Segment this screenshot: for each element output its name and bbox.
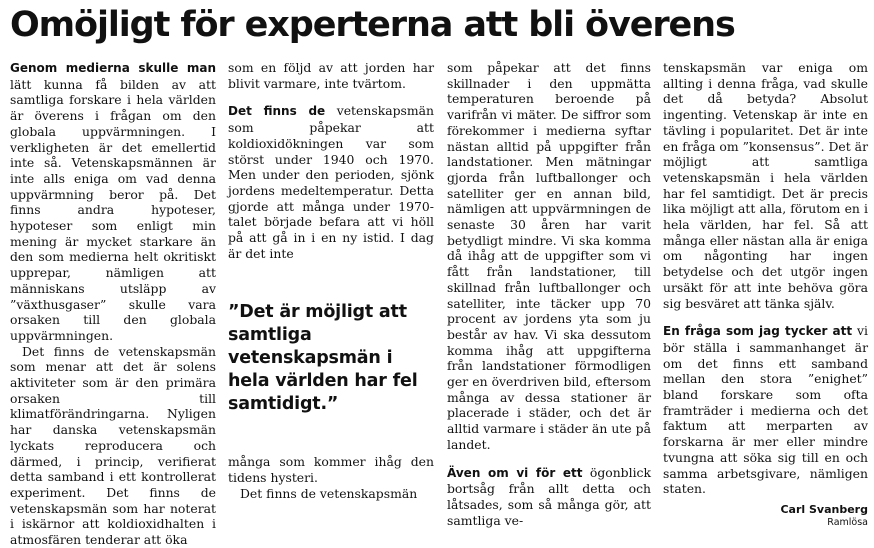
column-3-paragraph-2 <box>447 465 651 529</box>
spacer <box>447 453 651 465</box>
body-text: vetenskapsmän som påpekar att koldioxidökningen var som störst under 1940 och 1970. Men under den perioden, sjönk jordens medeltemperatur. Detta gjorde att många under 1970-talet började befara att vi höll på att gå in i en ny istid. I dag är det inte <box>228 103 435 261</box>
column-1-paragraph-2: Det finns de vetenskapsmän som menar att det är solens aktiviteter som är den primära orsaken till klimatförändringarna. Nyligen har danska vetenskapsmän lyckats reproducera och därmed, i princip, verifierat detta samband i ett kontrollerat experiment. Det finns de vetenskapsmän som har noterat i iskärnor att koldioxidhalten i atmosfären tenderar att öka <box>10 343 216 548</box>
signature <box>663 503 868 529</box>
body-text: lätt kunna få bilden av att samtliga forskare i hela världen är överens i frågan om den globala uppvärmningen. I verkligheten är det emellertid inte så. Vetenskapsmännen är inte alls eniga om vad denna uppvärmning beror på. Det finns andra hypoteser, hypoteser som enligt min mening är mycket starkare än den som medierna helt okritiskt upprepar, nämligen att människans utsläpp av ”växthusgaser” skulle vara orsaken till den globala uppvärmningen. <box>10 76 216 343</box>
author-location: Ramlösa <box>827 516 868 528</box>
spacer <box>663 311 868 323</box>
headline: Omöjligt för experterna att bli överens <box>10 5 735 45</box>
body-text: vi bör ställa i sammanhanget är om det finns ett samband mellan den stora ”enighet” bland forskare som ofta framträder i medierna och det faktum att merparten av forskarna är mer eller mindre tvungna att söka sig till en och samma arbetsgivare, nämligen staten. <box>663 323 869 497</box>
body-text: ögonblick bortsåg från allt detta och låtsades, som så många gör, att samtliga ve- <box>447 464 651 528</box>
column-2 <box>228 60 435 501</box>
column-1-paragraph-1 <box>10 60 216 344</box>
author-name: Carl Svanberg <box>780 502 868 516</box>
column-1 <box>10 60 216 548</box>
subhead: Det finns de <box>228 104 326 119</box>
column-2-paragraph-1: som en följd av att jorden har blivit varmare, inte tvärtom. <box>228 60 434 91</box>
lead-in: Genom medierna skulle man <box>10 61 216 75</box>
subhead: Även om vi för ett <box>447 465 583 480</box>
column-2-paragraph-4: Det finns de vetenskapsmän <box>240 485 418 501</box>
spacer <box>228 91 434 103</box>
subhead: En fråga som jag tycker att <box>663 324 853 339</box>
column-4-paragraph-2 <box>663 323 868 497</box>
pull-quote: ”Det är möjligt att samtliga vetenskapsmän i hela världen har fel samtidigt.” <box>228 302 418 415</box>
column-3-paragraph-1: som påpekar att det finns skillnader i den uppmätta temperaturen beroende på varifrån vi mäter. De siffror som förekommer i medierna syftar nästan alltid på uppgifter från landstationer. Men mätningar gjorda från luftballonger och satelliter ger en annan bild, nämligen att uppvärmningen de senaste 30 åren har varit betydligt mindre. Vi ska komma då ihåg att de uppgifter som vi fått från landstationer, till skillnad från luftballonger och satelliter, inte täcker upp 70 procent av jordens yta som ju består av hav. Vi ska dessutom komma ihåg att uppgifterna från landstationer förmodligen ger en överdriven bild, eftersom många av dessa stationer är placerade i städer, och det är alltid varmare i städer än ute på landet. <box>447 60 651 452</box>
column-4-paragraph-1: tenskapsmän var eniga om allting i denna fråga, vad skulle det då betyda? Absolut ingenting. Vetenskap är inte en tävling i popularitet. Det är inte en fråga om ”konsensus”. Det är möjligt att samtliga vetenskapsmän i hela världen har fel samtidigt. Det är precis lika möjligt att alla, förutom en i hela världen, har fel. Så att många eller nästan alla är eniga om någonting har ingen betydelse och det utgör ingen ursäkt för att inte behöva göra sig besväret att tänka själv. <box>663 60 868 311</box>
column-2-paragraph-3: många som kommer ihåg den tidens hysteri. <box>228 454 434 486</box>
column-3 <box>447 60 651 528</box>
column-2-paragraph-2 <box>228 103 434 261</box>
column-4 <box>663 60 869 528</box>
